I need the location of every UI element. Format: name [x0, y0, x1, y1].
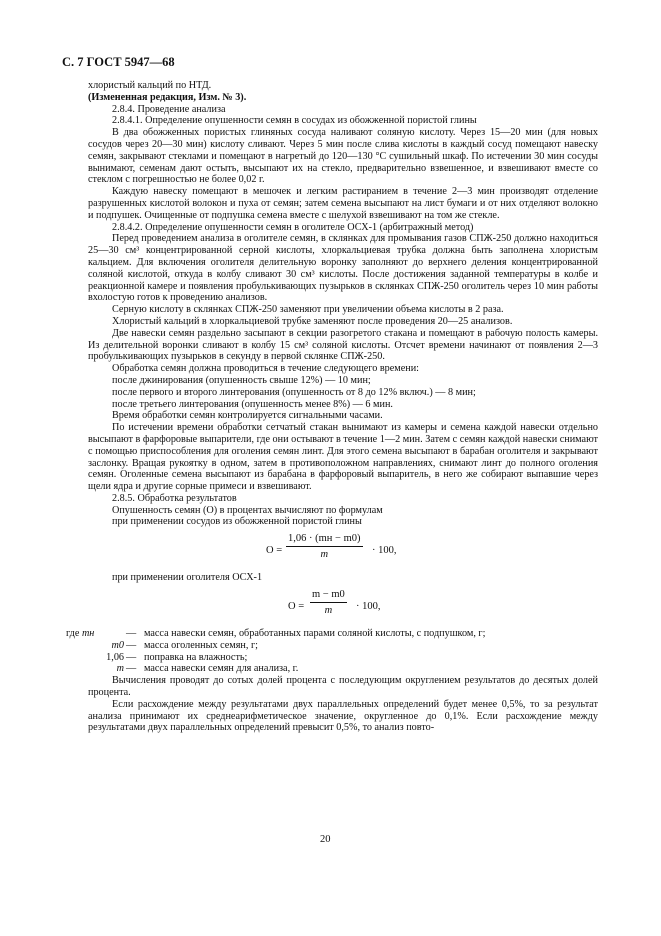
- legend-lead: [66, 628, 124, 640]
- formula-denominator: m: [324, 604, 333, 616]
- list-item: после третьего линтерования (опушенность менее 8%) — 6 мин.: [112, 398, 393, 410]
- formula-denominator: m: [320, 549, 329, 561]
- legend-text: масса навески семян для анализа, г.: [144, 663, 299, 675]
- paragraph: при применении оголителя ОСХ-1: [112, 572, 263, 584]
- legend-dash: —: [126, 639, 137, 651]
- paragraph: В два обожженных пористых глиняных сосуда наливают соляную кислоту. Через 15—20 мин (для новых сосудов через 20—30 мин) кислоту сливают. Через 5 мин после слива кислоты в каждый сосуд помещают навеску семян, закрывают стеклами и помещают в нагретый до 120—130 °С сушильный шкаф. По истечении 30 мин сосуды вынимают, семенам дают остыть, высыпают их на стекло, предварительно взвешенное, и взвешивают вместе со стеклом с погрешностью не более 0,02 г.: [88, 127, 598, 186]
- legend-symbol: m: [116, 663, 124, 675]
- page-number: 20: [320, 834, 331, 845]
- legend-dash: —: [126, 628, 137, 640]
- subsection-heading: 2.8.4.2. Определение опушенности семян в оголителе ОСХ-1 (арбитражный метод): [112, 221, 474, 233]
- formula-numerator: m − m0: [310, 589, 347, 603]
- paragraph: Обработка семян должна проводиться в течение следующего времени:: [112, 363, 420, 375]
- line: хлористый кальций по НТД.: [88, 80, 212, 91]
- paragraph: Хлористый кальций в хлоркальциевой трубке заменяют после проведения 20—25 анализов.: [112, 315, 513, 327]
- legend-symbol: 1,06: [106, 651, 124, 663]
- paragraph: Опушенность семян (О) в процентах вычисляют по формулам: [112, 504, 383, 516]
- legend-text: поправка на влажность;: [144, 651, 248, 663]
- formula-tail: · 100,: [356, 601, 381, 613]
- list-item: после первого и второго линтерования (опушенность от 8 до 12% включ.) — 8 мин;: [112, 386, 476, 398]
- page-header: С. 7 ГОСТ 5947—68: [62, 55, 175, 69]
- legend-symbol: mн: [81, 628, 95, 640]
- paragraph: при применении сосудов из обожженной пористой глины: [112, 516, 362, 528]
- legend-symbol: m0: [111, 639, 124, 651]
- paragraph: Если расхождение между результатами двух параллельных определений будет менее 0,5%, то за результат анализа принимают их среднеарифметическое значение, округленное до 0,1%. Если расхождение между результатами двух параллельных определений превысит 0,5%, то анализ повто-: [88, 698, 598, 734]
- amendment-note: (Измененная редакция, Изм. № 3).: [88, 91, 247, 103]
- paragraph: Перед проведением анализа в оголителе семян, в склянках для промывания газов СПЖ-250 должно находиться 25—30 см³ концентрированной серной кислоты, хлоркальциевая трубка должна быть заполнена хлористым кальцием. Для включения оголителя делительную воронку заполняют до верхнего деления концентрированной соляной кислотой, откуда в колбу сливают 30 см³ кислоты. После достижения заданной температуры в колбе и реакционной камере и появления пробулькивающих пузырьков в склянках СПЖ-250 оголитель через 10 мин работы вхолостую готов к проведению анализов.: [88, 233, 598, 304]
- formula-osx1: [88, 584, 598, 628]
- formula-fraction: [310, 589, 347, 617]
- paragraph: Две навески семян раздельно засыпают в секции разогретого стакана и помещают в рабочую полость камеры. Из делительной воронки сливают в колбу 15 см³ соляной кислоты. Отсчет времени начинают от появления 2—3 пробулькивающих пузырьков в секунду в первой склянке СПЖ-250.: [88, 327, 598, 363]
- paragraph: Время обработки семян контролируется сигнальными часами.: [112, 410, 383, 422]
- formula-numerator: 1,06 · (mн − m0): [286, 533, 363, 547]
- subsection-heading: 2.8.4.1. Определение опушенности семян в сосудах из обожженной пористой глины: [112, 115, 477, 127]
- page-body: [66, 80, 598, 734]
- section-heading: 2.8.5. Обработка результатов: [112, 492, 237, 504]
- legend-dash: —: [126, 663, 137, 675]
- paragraph: Вычисления проводят до сотых долей процента с последующим округлением результатов до десятых долей процента.: [88, 675, 598, 699]
- formula-tail: · 100,: [372, 545, 397, 557]
- list-item: после джинирования (опушенность свыше 12%) — 10 мин;: [112, 374, 371, 386]
- formula-lhs: О =: [288, 601, 305, 613]
- legend-text: масса оголенных семян, г;: [144, 639, 258, 651]
- variable-legend: [66, 628, 598, 675]
- legend-text: масса навески семян, обработанных парами соляной кислоты, с подпушком, г;: [144, 628, 486, 640]
- paragraph: Серную кислоту в склянках СПЖ-250 заменяют при увеличении объема кислоты в 2 раза.: [112, 304, 504, 316]
- legend-dash: —: [126, 651, 137, 663]
- legend-lead-word: где: [66, 628, 80, 640]
- section-heading: 2.8.4. Проведение анализа: [112, 103, 226, 115]
- paragraph: Каждую навеску помещают в мешочек и легким растиранием в течение 2—3 мин производят отделение разрушенных кислотой волокон и пуха от семян; затем семена высыпают на лист бумаги и от них отделяют волокно и подпушек. Очищенные от подпушка семена вместе с шелухой взвешивают на том же стекле.: [88, 186, 598, 221]
- formula-fraction: [286, 533, 363, 561]
- formula-clay-vessels: [88, 528, 598, 572]
- paragraph: По истечении времени обработки сетчатый стакан вынимают из камеры и семена каждой навески отдельно высыпают в фарфоровые выпарители, где они остывают в течение 1—2 мин. Затем с семян каждой навески снимают с помощью приспособления для оголения семян линт. Для этого семена высыпают в барабан оголителя и закрывают заслонку. Вращая рукоятку в одном, затем в противоположном направлениях, снимают линт до полного оголения семян. Оголенные семена высыпают из барабана в фарфоровый выпаритель, в него же собирают выпавшие через щели ядра и другие сорные примеси и взвешивают.: [88, 422, 598, 493]
- formula-lhs: О =: [266, 545, 283, 557]
